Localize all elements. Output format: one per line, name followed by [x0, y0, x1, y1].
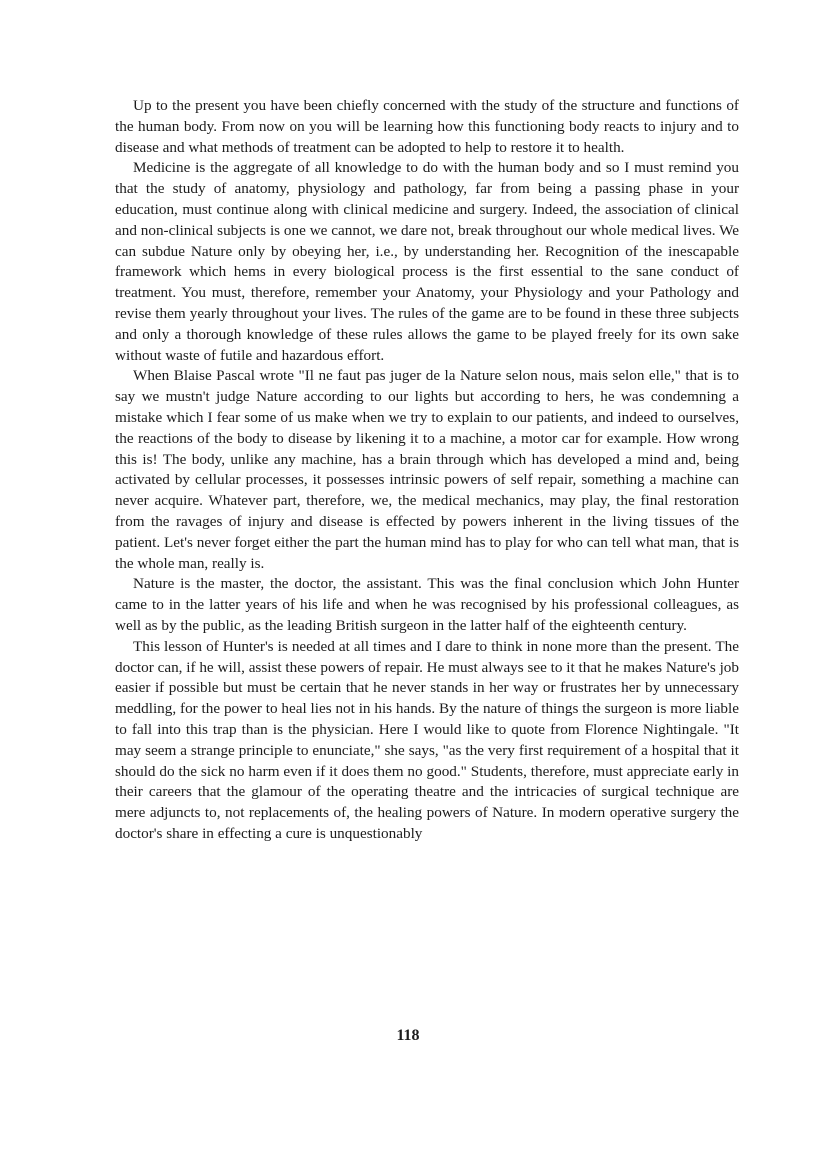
paragraph-4: Nature is the master, the doctor, the assistant. This was the final conclusion which John Hunter came to in the latter years of his life and when he was recognised by his professional colleagues, as well as by the public, as the leading British surgeon in the latter half of the eighteenth century. [115, 575, 739, 634]
paragraph-1: Up to the present you have been chiefly concerned with the study of the structure and functions of the human body. From now on you will be learning how this functioning body reacts to injury and to disease and what methods of treatment can be adopted to help to restore it to health. [115, 97, 739, 156]
page-body [115, 96, 739, 845]
page-number: 118 [396, 1027, 420, 1044]
paragraph-2: Medicine is the aggregate of all knowledge to do with the human body and so I must remind you that the study of anatomy, physiology and pathology, far from being a passing phase in your education, must continue along with clinical medicine and surgery. Indeed, the association of clinical and non-clinical subjects is one we cannot, we dare not, break throughout our whole medical lives. We can subdue Nature only by obeying her, i.e., by understanding her. Recognition of the inescapable framework which hems in every biological process is the first essential to the sane conduct of treatment. You must, therefore, remember your Anatomy, your Physiology and your Pathology and revise them yearly throughout your lives. The rules of the game are to be found in these three subjects and only a thorough knowledge of these rules allows the game to be played freely for its own sake without waste of futile and hazardous effort. [115, 159, 739, 364]
paragraph-3: When Blaise Pascal wrote "Il ne faut pas juger de la Nature selon nous, mais selon elle," that is to say we mustn't judge Nature according to our lights but according to hers, he was condemning a mistake which I fear some of us make when we try to explain to our patients, and indeed to ourselves, the reactions of the body to disease by likening it to a machine, a motor car for example. How wrong this is! The body, unlike any machine, has a brain through which has developed a mind and, being activated by cellular processes, it possesses intrinsic powers of self repair, something a machine can never acquire. Whatever part, therefore, we, the medical mechanics, may play, the final restoration from the ravages of injury and disease is effected by powers inherent in the living tissues of the patient. Let's never forget either the part the human mind has to play for who can tell what man, that is the whole man, really is. [115, 367, 739, 572]
paragraph-5: This lesson of Hunter's is needed at all times and I dare to think in none more than the present. The doctor can, if he will, assist these powers of repair. He must always see to it that he makes Nature's job easier if possible but must be certain that he never stands in her way or frustrates her by unnecessary meddling, for the power to heal lies not in his hands. By the nature of things the surgeon is more liable to fall into this trap than is the physician. Here I would like to quote from Florence Nightingale. "It may seem a strange principle to enunciate," she says, "as the very first requirement of a hospital that it should do the sick no harm even if it does them no good." Students, therefore, must appreciate early in their careers that the glamour of the operating theatre and the intricacies of surgical technique are mere adjuncts to, not replacements of, the healing powers of Nature. In modern operative surgery the doctor's share in effecting a cure is unquestionably [115, 637, 739, 842]
